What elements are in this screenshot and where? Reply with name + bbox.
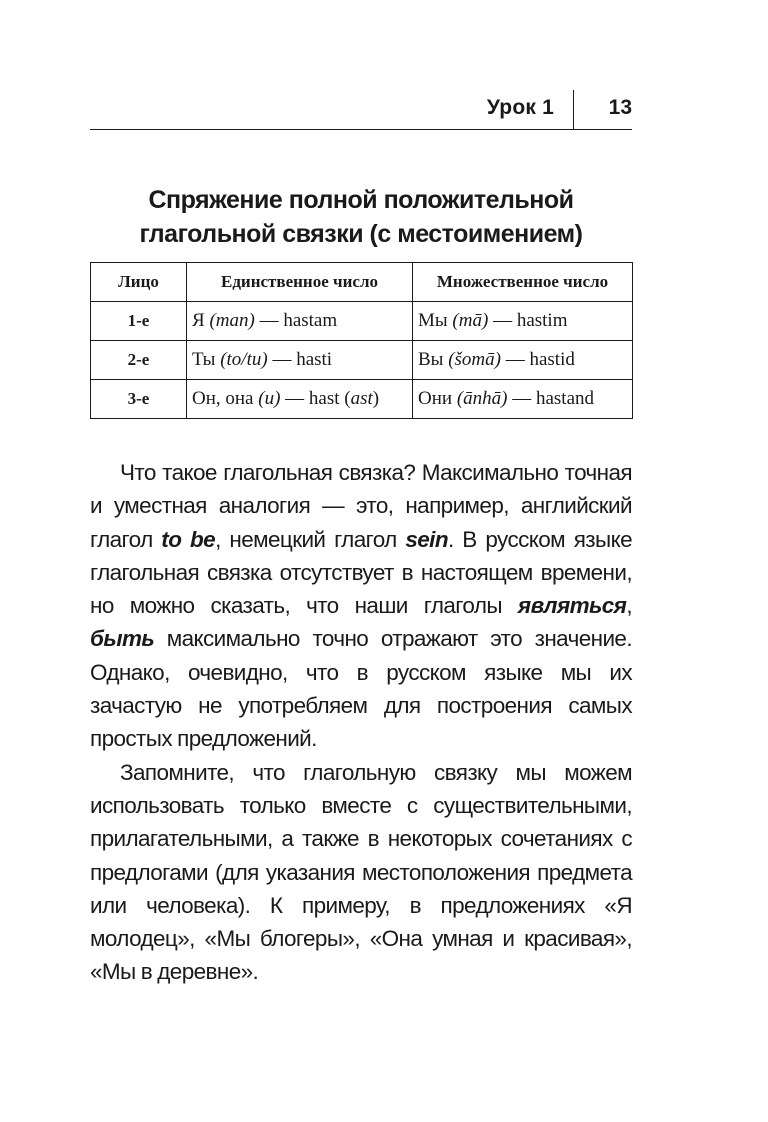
verb-form: hasti [296, 349, 333, 370]
plural-cell [413, 302, 633, 341]
dash: — [500, 349, 530, 370]
pronoun: Ты [192, 349, 221, 370]
lesson-label: Урок 1 [486, 96, 554, 119]
transliteration: (mā) [452, 310, 489, 331]
header-singular: Единственное число [187, 263, 413, 302]
verb-form: hastim [516, 310, 568, 331]
table-row [91, 380, 633, 419]
pronoun: Мы [418, 310, 453, 331]
pronoun: Он, она [192, 388, 259, 409]
section-title-line-2: глагольной связки (с местоимением) [139, 219, 583, 248]
table-header-row [91, 263, 633, 302]
verb-form: hastam [283, 310, 338, 331]
dash: — [280, 388, 309, 409]
dash: — [267, 349, 297, 370]
singular-cell [187, 341, 413, 380]
pronoun: Вы [418, 349, 449, 370]
paragraph-1-text: , немецкий глагол [215, 526, 406, 552]
person-cell: 1-е [91, 302, 187, 341]
header-divider [573, 90, 574, 129]
transliteration: (šomā) [448, 349, 501, 370]
term-yavlyatsya: являться [517, 593, 627, 619]
person-cell: 3-е [91, 380, 187, 419]
plural-cell [413, 341, 633, 380]
dash: — [507, 388, 536, 409]
pronoun: Я [192, 310, 210, 331]
pronoun: Они [418, 388, 457, 409]
paragraph-1-text: , [626, 593, 632, 619]
paragraph-1-text: Что такое глагольная связка? Максимально точная и уместная аналогия — это, например, английский глагол [90, 460, 632, 552]
singular-cell [187, 302, 413, 341]
paragraph-1 [90, 456, 632, 756]
verb-form: hast ( [308, 388, 351, 409]
paragraph-1-text: максимально точно отражают это значение. Однако, очевидно, что в русском языке мы их зачастую не употребляем для построения самых простых предложений. [90, 626, 632, 752]
term-sein: sein [405, 526, 448, 552]
person-cell: 2-е [91, 341, 187, 380]
body-text [90, 456, 632, 989]
header-person: Лицо [91, 263, 187, 302]
table-row [91, 341, 633, 380]
table-row [91, 302, 633, 341]
plural-cell [413, 380, 633, 419]
verb-form-alt: ast [350, 388, 373, 409]
header-plural: Множественное число [413, 263, 633, 302]
term-to-be: to be [161, 526, 216, 552]
singular-cell [187, 380, 413, 419]
transliteration: (to/tu) [220, 349, 268, 370]
term-byt: быть [90, 626, 155, 652]
verb-form-close: ) [372, 388, 380, 409]
transliteration: (ānhā) [456, 388, 508, 409]
page-number: 13 [608, 96, 632, 119]
transliteration: (u) [258, 388, 281, 409]
paragraph-2: Запомните, что глагольную связку мы можем использовать только вместе с существительными, прилагательными, а также в некоторых сочетаниях с предлогами (для указания местоположения предмета или человека). К примеру, в предложениях «Я молодец», «Мы блогеры», «Она умная и красивая», «Мы в деревне». [90, 759, 632, 985]
transliteration: (man) [209, 310, 255, 331]
section-title [90, 183, 632, 251]
dash: — [254, 310, 284, 331]
paragraph-1-text: . В русском языке глагольная связка отсутствует в настоящем времени, но можно сказать, что наши глаголы [90, 526, 632, 619]
conjugation-table [90, 262, 633, 419]
running-header [90, 86, 632, 130]
section-title-line-1: Спряжение полной положительной [148, 185, 574, 214]
verb-form: hastand [535, 388, 595, 409]
verb-form: hastid [529, 349, 575, 370]
dash: — [488, 310, 517, 331]
